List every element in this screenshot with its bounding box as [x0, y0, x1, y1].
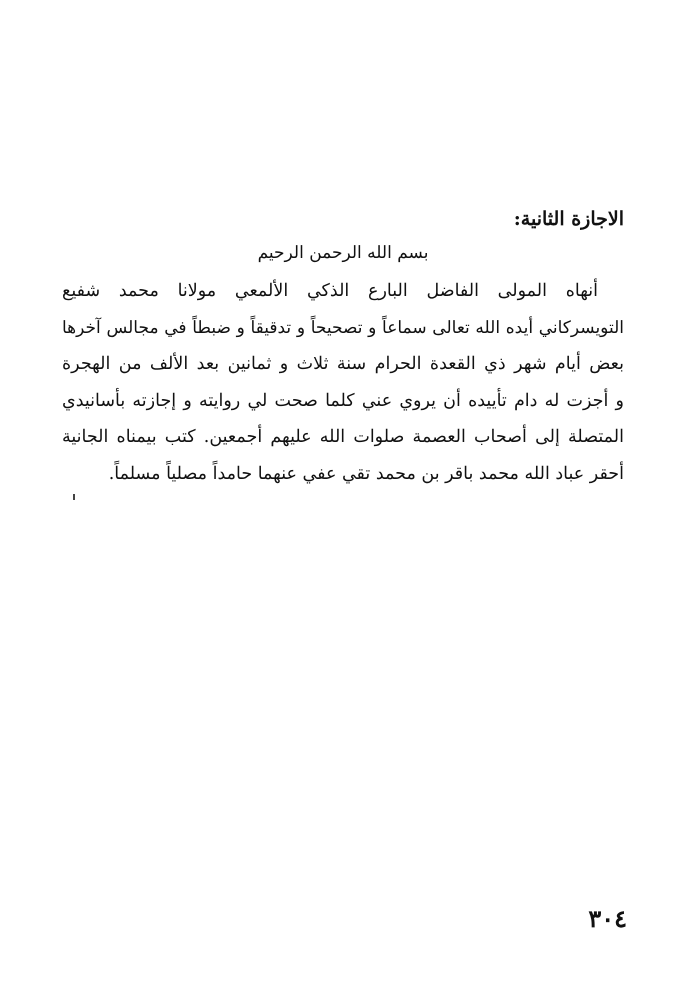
- text-line-1: أنهاه المولى الفاضل البارع الذكي الألمعي مولانا محمد شفيع: [62, 281, 598, 301]
- text-line-5: المتصلة إلى أصحاب العصمة صلوات الله عليهم أجمعين. كتب بيمناه الجانية: [62, 427, 624, 447]
- section-heading: الاجازة الثانية:: [513, 208, 624, 230]
- text-line-2: التويسركاني أيده الله تعالى سماعاً و تصحيحاً و تدقيقاً و ضبطاً في مجالس آخرها: [62, 317, 624, 338]
- basmala: بسم الله الرحمن الرحيم: [257, 243, 429, 263]
- ijaza-text-block: [62, 203, 624, 492]
- print-speck: [73, 494, 75, 500]
- text-line-3: بعض أيام شهر ذي القعدة الحرام سنة ثلاث و ثمانين بعد الألف من الهجرة: [62, 354, 624, 374]
- page-number: ٣٠٤: [588, 904, 627, 933]
- text-line-4: و أجزت له دام تأييده أن يروي عني كلما صحت لي روايته و إجازته بأسانيدي: [62, 390, 624, 411]
- text-line-6: أحقر عباد الله محمد باقر بن محمد تقي عفي عنهما حامداً مصلياً مسلماً.: [108, 463, 624, 484]
